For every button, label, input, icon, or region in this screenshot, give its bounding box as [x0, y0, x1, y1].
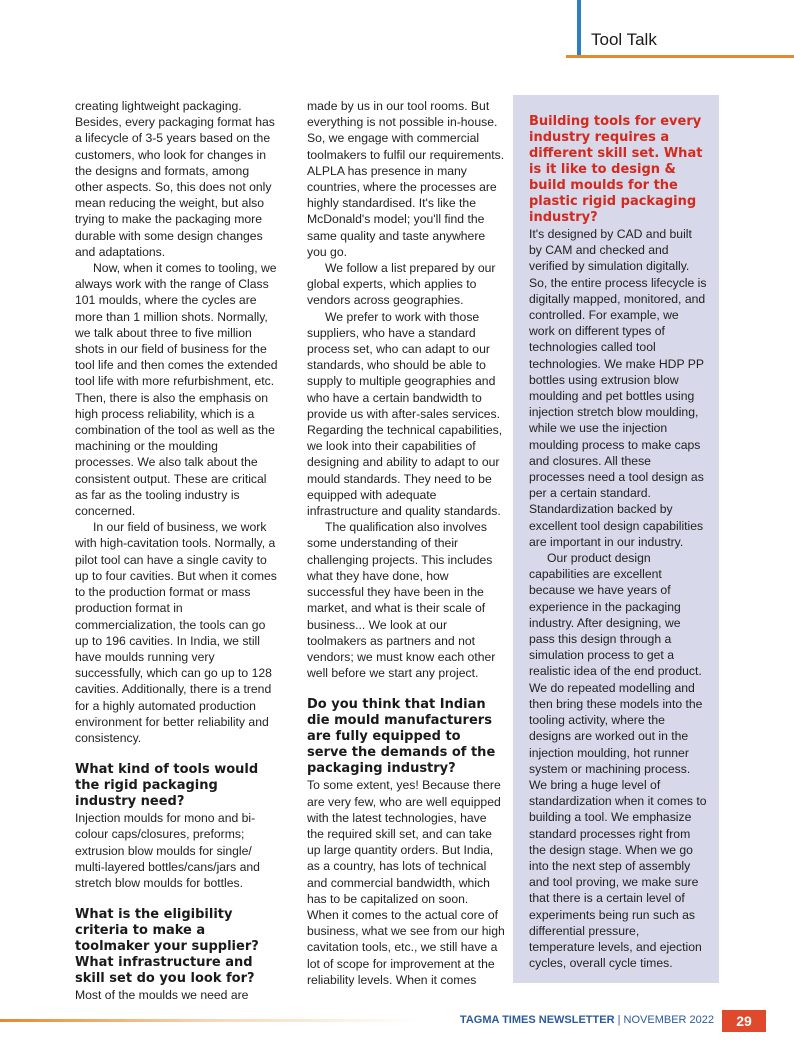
header-vertical-rule [577, 0, 581, 58]
answer-paragraph: Our product design capabilities are excellent because we have years of experience in the packaging industry. After designing, we pass this design through a simulation process to get a realistic idea of the end product. We do repeated modelling and then bring these models into the tooling activity, where the designs are worked out in the injection moulding, hot runner system or machining process. We bring a huge level of standardization when it comes to building a tool. We emphasize standard processes right from the design stage. When we go into the next step of assembly and tool proving, we make sure that there is a certain level of experiments being run such as differential pressure, temperature levels, and ejection cycles, overall cycle times. [529, 551, 707, 971]
question-heading: What is the eligibility criteria to make a toolmaker your supplier? What infrastructure and skill set do you look for? [75, 907, 259, 987]
answer-paragraph: Injection moulds for mono and bi-colour caps/closures, preforms; extrusion blow moulds for single/ multi-layered bottles/cans/jars and stretch blow moulds for bottles. [75, 811, 260, 890]
answer-paragraph: It's designed by CAD and built by CAM and checked and verified by simulation digitally. So, the entire process lifecycle is digitally mapped, monitored, and controlled. For example, we work on different types of technologies called tool technologies. We make HDP PP bottles using extrusion blow moulding and pet bottles using injection stretch blow moulding, while we use the injection moulding process to make caps and closures. All these processes need a tool design as per a certain standard. Standardization backed by excellent tool design capabilities are important in our industry. [529, 227, 707, 549]
page-number: 29 [722, 1010, 766, 1032]
sidebar-question-heading: Building tools for every industry requires a different skill set. What is it like to design & build moulds for the plastic rigid packaging industry? [529, 114, 703, 225]
answer-paragraph: To some extent, yes! Because there are very few, who are well equipped with the latest technologies, have the required skill set, and can take up large quantity orders. But India, as a country, has lots of technical and commercial bandwidth, which has to be capitalized on soon. [307, 778, 501, 906]
publication-date: NOVEMBER 2022 [623, 1014, 714, 1026]
header-horizontal-rule [566, 55, 794, 58]
answer-paragraph: When it comes to the actual core of business, what we see from our high cavitation tools, etc., we still have a lot of scope for improvement at the reliability levels. When it comes [307, 907, 505, 987]
paragraph: We follow a list prepared by our global experts, which applies to vendors across geographies. [307, 261, 496, 308]
column-3 [529, 114, 707, 971]
column-1 [75, 98, 280, 1003]
paragraph: Now, when it comes to tooling, we always work with the range of Class 101 moulds, where the cycles are more than 1 million shots. Normally, we talk about three to five million shots in our field of business for the tool life and then comes the extended tool life with more refurbishment, etc. Then, there is also the emphasis on high process reliability, which is a combination of the tool as well as the machining or the moulding processes. We also talk about the consistent output. These are critical as far as the tooling industry is concerned. [75, 261, 278, 519]
paragraph: made by us in our tool rooms. But everything is not possible in-house. So, we engage with commercial toolmakers to fulfil our requirements. ALPLA has presence in many countries, where the processes are highly standardised. It's like the McDonald's model; you'll find the same quality and taste anywhere you go. [307, 99, 505, 259]
footer-rule [0, 1019, 420, 1022]
footer-separator: | [614, 1014, 624, 1026]
publication-name: TAGMA TIMES NEWSLETTER [459, 1014, 615, 1026]
paragraph: The qualification also involves some understanding of their challenging projects. This includes what they have done, how successful they have been in the market, and what is their scale of business... We look at our toolmakers as partners and not vendors; we must know each other well before we start any project. [307, 520, 496, 681]
footer-publication [460, 1014, 714, 1026]
answer-paragraph: Most of the moulds we need are [75, 988, 249, 1003]
paragraph: In our field of business, we work with high-cavitation tools. Normally, a pilot tool can have a single cavity to up to four cavities. But when it comes to the production format or mass production format in commercialization, the tools can go up to 196 cavities. In India, we still have moulds running very successfully, which can go up to 128 cavities. Additionally, there is a trend for a highly automated production environment for better reliability and consistency. [75, 520, 277, 745]
question-heading: Do you think that Indian die mould manufacturers are fully equipped to serve the demands of the packaging industry? [307, 697, 496, 777]
section-title: Tool Talk [591, 30, 657, 49]
paragraph: creating lightweight packaging. Besides, every packaging format has a lifecycle of 3-5 years based on the customers, who look for changes in the designs and formats, among other aspects. So, this does not only mean reducing the weight, but also trying to make the packaging more durable with some design changes and adaptations. [75, 99, 275, 259]
column-2 [307, 98, 505, 988]
paragraph: We prefer to work with those suppliers, who have a standard process set, who can adapt to our standards, who should be able to supply to multiple geographies and who have a certain bandwidth to provide us with after-sales services. Regarding the technical capabilities, we look into their capabilities of designing and ability to adapt to our mould standards. They need to be equipped with adequate infrastructure and quality standards. [307, 309, 503, 519]
question-heading: What kind of tools would the rigid packaging industry need? [75, 762, 259, 810]
